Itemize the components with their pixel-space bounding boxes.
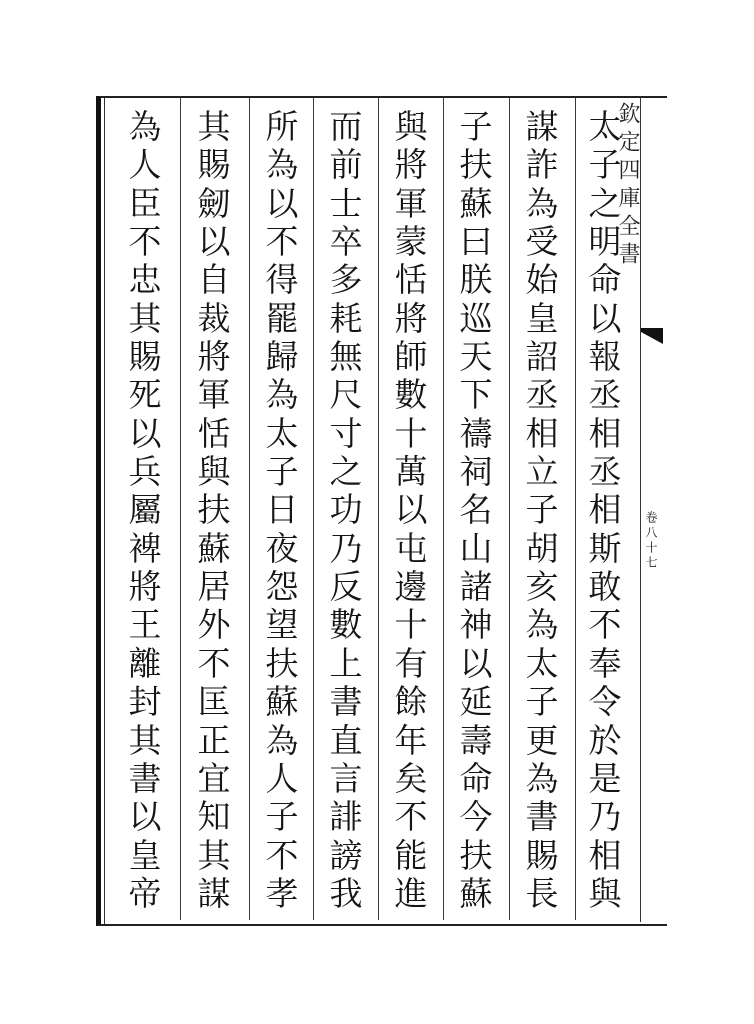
character: 以: [588, 298, 622, 338]
character: 諸: [459, 567, 493, 607]
character: 為: [128, 107, 162, 146]
character: 言: [329, 758, 363, 798]
character: 扶: [197, 490, 231, 530]
character: 相: [588, 490, 622, 530]
character: 丞: [588, 452, 622, 492]
column-rule: [249, 98, 250, 920]
character: 天: [459, 337, 493, 377]
character: 命: [588, 260, 622, 300]
character: 帝: [128, 873, 162, 913]
character: 將: [197, 337, 231, 377]
character: 謀: [525, 107, 559, 146]
character: 斯: [588, 528, 622, 568]
character: 與: [394, 107, 428, 146]
character: 年: [394, 720, 428, 760]
character: 居: [197, 567, 231, 607]
character: 卒: [329, 222, 363, 262]
character: 裨: [128, 528, 162, 568]
character: 其: [128, 298, 162, 338]
character: 子: [265, 797, 299, 837]
column-rule: [575, 98, 576, 920]
character: 為: [525, 758, 559, 798]
character: 自: [197, 260, 231, 300]
character: 蘇: [459, 183, 493, 223]
character: 不: [394, 797, 428, 837]
character: 以: [265, 183, 299, 223]
character: 更: [525, 720, 559, 760]
character: 謗: [329, 835, 363, 875]
text-column: [391, 98, 431, 920]
character: 將: [128, 567, 162, 607]
character: 不: [265, 835, 299, 875]
text-column: [522, 98, 562, 920]
character: 忠: [128, 260, 162, 300]
character: 將: [394, 145, 428, 185]
character: 賜: [525, 835, 559, 875]
character: 乃: [588, 797, 622, 837]
character: 太: [265, 413, 299, 453]
character: 望: [265, 605, 299, 645]
character: 軍: [394, 183, 428, 223]
character: 為: [265, 145, 299, 185]
character: 屬: [128, 490, 162, 530]
character: 無: [329, 337, 363, 377]
character: 多: [329, 260, 363, 300]
volume-label: 卷八十七: [644, 511, 658, 571]
character: 臣: [128, 183, 162, 223]
binding-edge: [640, 96, 661, 922]
character: 亥: [525, 567, 559, 607]
character: 延: [459, 682, 493, 722]
page-frame: [96, 96, 667, 926]
character: 有: [394, 643, 428, 683]
character: 於: [588, 720, 622, 760]
character: 為: [525, 183, 559, 223]
character: 立: [525, 452, 559, 492]
character: 朕: [459, 260, 493, 300]
character: 以: [128, 413, 162, 453]
character: 寸: [329, 413, 363, 453]
character: 相: [588, 413, 622, 453]
character: 祠: [459, 452, 493, 492]
character: 詐: [525, 145, 559, 185]
character: 尺: [329, 375, 363, 415]
character: 不: [197, 643, 231, 683]
character: 耗: [329, 298, 363, 338]
character: 以: [197, 222, 231, 262]
character: 其: [128, 720, 162, 760]
column-rule: [313, 98, 314, 920]
character: 數: [329, 605, 363, 645]
character: 不: [588, 605, 622, 645]
character: 為: [265, 720, 299, 760]
character: 萬: [394, 452, 428, 492]
character: 丞: [588, 375, 622, 415]
character: 書: [128, 758, 162, 798]
character: 上: [329, 643, 363, 683]
character: 匡: [197, 682, 231, 722]
character: 太: [588, 107, 622, 146]
character: 其: [197, 107, 231, 146]
character: 蘇: [197, 528, 231, 568]
character: 罷: [265, 298, 299, 338]
character: 士: [329, 183, 363, 223]
character: 不: [265, 222, 299, 262]
text-column: [262, 98, 302, 920]
character: 太: [525, 643, 559, 683]
character: 謀: [197, 873, 231, 913]
character: 敢: [588, 567, 622, 607]
character: 子: [459, 107, 493, 146]
character: 扶: [459, 145, 493, 185]
character: 功: [329, 490, 363, 530]
character: 正: [197, 720, 231, 760]
character: 王: [128, 605, 162, 645]
character: 離: [128, 643, 162, 683]
character: 子: [265, 452, 299, 492]
character: 我: [329, 873, 363, 913]
character: 賜: [197, 145, 231, 185]
character: 屯: [394, 528, 428, 568]
character: 奉: [588, 643, 622, 683]
fishtail-mark: [641, 328, 663, 344]
character: 蘇: [265, 682, 299, 722]
text-column: [585, 98, 625, 920]
character: 將: [394, 298, 428, 338]
character: 子: [525, 490, 559, 530]
character: 人: [128, 145, 162, 185]
character: 皇: [525, 298, 559, 338]
character: 為: [525, 605, 559, 645]
character: 詔: [525, 337, 559, 377]
character: 明: [588, 222, 622, 262]
character: 是: [588, 758, 622, 798]
character: 報: [588, 337, 622, 377]
column-rule: [443, 98, 444, 920]
text-column: [125, 98, 165, 920]
column-rule: [378, 98, 379, 920]
character: 壽: [459, 720, 493, 760]
character: 外: [197, 605, 231, 645]
character: 軍: [197, 375, 231, 415]
character: 為: [265, 375, 299, 415]
character: 知: [197, 797, 231, 837]
character: 邊: [394, 567, 428, 607]
character: 以: [128, 797, 162, 837]
character: 蘇: [459, 873, 493, 913]
character: 命: [459, 758, 493, 798]
character: 死: [128, 375, 162, 415]
text-column: [326, 98, 366, 920]
character: 人: [265, 758, 299, 798]
character: 封: [128, 682, 162, 722]
character: 神: [459, 605, 493, 645]
character: 矣: [394, 758, 428, 798]
character: 之: [588, 183, 622, 223]
character: 前: [329, 145, 363, 185]
character: 長: [525, 873, 559, 913]
character: 皇: [128, 835, 162, 875]
character: 丞: [525, 375, 559, 415]
character: 令: [588, 682, 622, 722]
character: 之: [329, 452, 363, 492]
text-column: [456, 98, 496, 920]
character: 曰: [459, 222, 493, 262]
character: 與: [197, 452, 231, 492]
character: 得: [265, 260, 299, 300]
character: 乃: [329, 528, 363, 568]
character: 山: [459, 528, 493, 568]
character: 以: [394, 490, 428, 530]
character: 今: [459, 797, 493, 837]
character: 誹: [329, 797, 363, 837]
character: 餘: [394, 682, 428, 722]
character: 日: [265, 490, 299, 530]
character: 歸: [265, 337, 299, 377]
character: 書: [525, 797, 559, 837]
character: 直: [329, 720, 363, 760]
character: 反: [329, 567, 363, 607]
character: 而: [329, 107, 363, 146]
character: 宜: [197, 758, 231, 798]
character: 相: [525, 413, 559, 453]
character: 下: [459, 375, 493, 415]
character: 不: [128, 222, 162, 262]
character: 裁: [197, 298, 231, 338]
text-column: [194, 98, 234, 920]
character: 數: [394, 375, 428, 415]
column-rule: [509, 98, 510, 920]
character: 始: [525, 260, 559, 300]
character: 師: [394, 337, 428, 377]
character: 怨: [265, 567, 299, 607]
character: 十: [394, 605, 428, 645]
character: 子: [525, 682, 559, 722]
character: 夜: [265, 528, 299, 568]
character: 相: [588, 835, 622, 875]
character: 恬: [197, 413, 231, 453]
character: 賜: [128, 337, 162, 377]
column-rule: [180, 98, 181, 920]
character: 其: [197, 835, 231, 875]
character: 以: [459, 643, 493, 683]
character: 受: [525, 222, 559, 262]
character: 十: [394, 413, 428, 453]
header-title: 欽定四庫全書: [615, 102, 640, 270]
character: 書: [329, 682, 363, 722]
character: 孝: [265, 873, 299, 913]
character: 兵: [128, 452, 162, 492]
character: 劒: [197, 183, 231, 223]
character: 扶: [265, 643, 299, 683]
character: 所: [265, 107, 299, 146]
character: 巡: [459, 298, 493, 338]
character: 禱: [459, 413, 493, 453]
character: 進: [394, 873, 428, 913]
character: 子: [588, 145, 622, 185]
character: 扶: [459, 835, 493, 875]
character: 能: [394, 835, 428, 875]
character: 恬: [394, 260, 428, 300]
character: 名: [459, 490, 493, 530]
character: 胡: [525, 528, 559, 568]
character: 與: [588, 873, 622, 913]
character: 蒙: [394, 222, 428, 262]
